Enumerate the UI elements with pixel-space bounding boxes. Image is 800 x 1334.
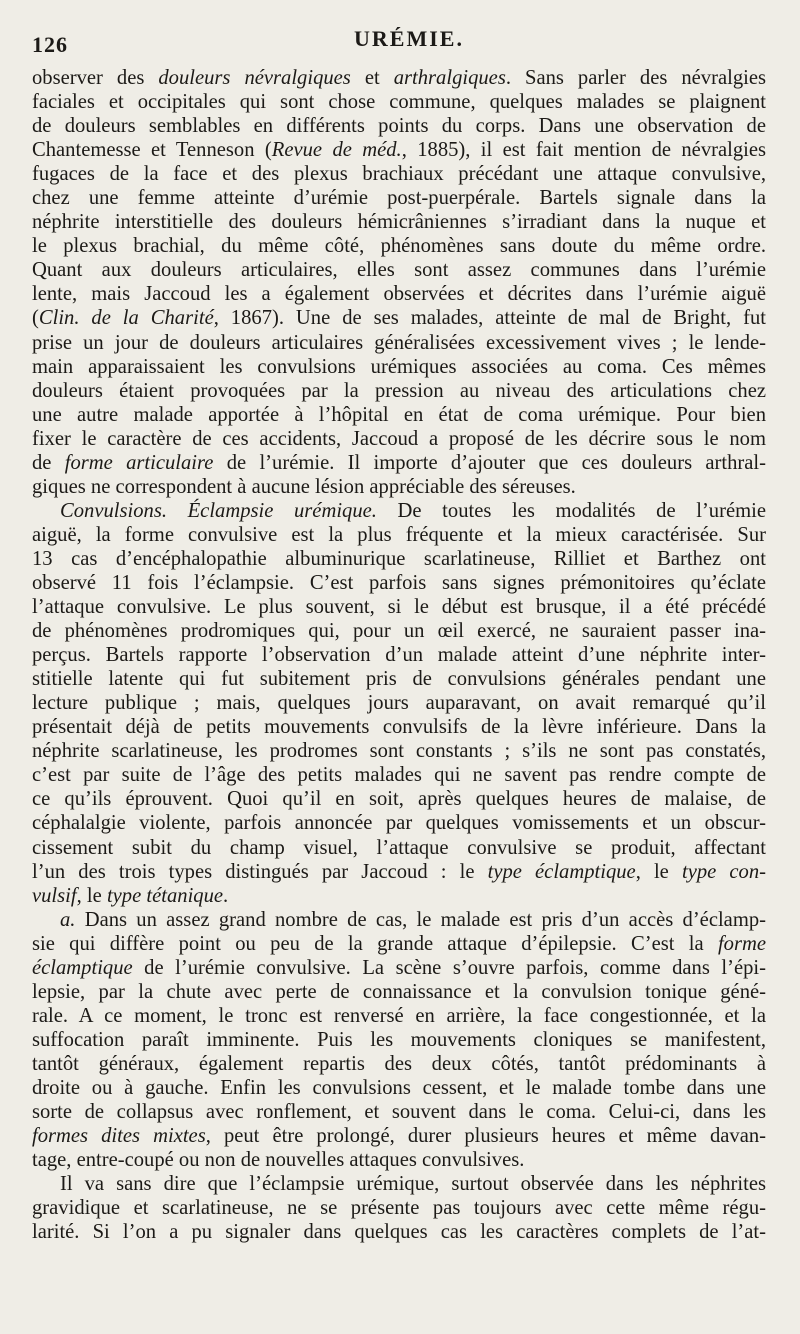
text-line	[32, 932, 766, 956]
text-segment: rale. A ce moment, le tronc est renversé en arrière, la face congestionnée, et la	[32, 1004, 766, 1027]
text-segment: aiguë, la forme convulsive est la plus fréquente et la mieux caractérisée. Sur	[32, 523, 766, 546]
text-line	[32, 571, 766, 595]
text-line	[32, 1076, 766, 1100]
running-title: URÉMIE.	[354, 26, 464, 51]
text-segment: , peut être prolongé, durer plusieurs heures et même davan-	[205, 1125, 766, 1148]
text-segment: néphrite scarlatineuse, les prodromes sont constants ; s’ils ne sont pas constatés,	[32, 740, 766, 763]
text-segment: (	[32, 307, 39, 330]
text-line	[32, 1100, 766, 1124]
text-line	[32, 980, 766, 1004]
text-line	[32, 258, 766, 282]
text-segment: l’un des trois types distingués par Jaccoud : le	[32, 860, 488, 883]
text-line	[32, 451, 766, 475]
text-segment: stitielle latente qui fut subitement pris de convulsions générales pendant une	[32, 668, 766, 691]
text-segment: douleurs étaient provoquées par la pression au niveau des articulations chez	[32, 379, 766, 402]
text-line	[32, 595, 766, 619]
text-line	[32, 427, 766, 451]
text-line	[32, 836, 766, 860]
text-line	[32, 667, 766, 691]
text-line	[32, 234, 766, 258]
text-segment: , le	[635, 860, 682, 883]
text-line	[32, 1028, 766, 1052]
text-segment: fugaces de la face et des plexus brachiaux précédant une attaque convulsive,	[32, 163, 766, 186]
text-segment: .	[223, 884, 229, 907]
text-line	[32, 90, 766, 114]
text-line	[32, 811, 766, 835]
text-segment: observé 11 fois l’éclampsie. C’est parfois sans signes prémonitoires qu’éclate	[32, 571, 766, 594]
text-segment: , 1885), il est fait mention de névralgies	[401, 139, 767, 162]
text-line	[32, 1004, 766, 1028]
text-segment: cissement subit du champ visuel, l’attaque convulsive se produit, affectant	[32, 836, 766, 859]
text-segment: droite ou à gauche. Enfin les convulsions cessent, et le malade tombe dans une	[32, 1076, 766, 1099]
text-segment: sorte de collapsus avec ronflement, et souvent dans le coma. Celui-ci, dans les	[32, 1101, 766, 1124]
page-header	[32, 26, 766, 66]
italic-text: Revue de méd.	[271, 139, 402, 162]
text-line	[32, 715, 766, 739]
text-segment: main apparaissaient les convulsions urémiques associées au coma. Ces mêmes	[32, 355, 766, 378]
text-segment: lecture publique ; mais, quelques jours auparavant, on avait remarqué qu’il	[32, 692, 766, 715]
text-segment: de phénomènes prodromiques qui, pour un œil exercé, ne sauraient passer ina-	[32, 620, 766, 643]
text-line	[32, 1220, 766, 1244]
italic-text: type con-	[681, 860, 766, 883]
text-segment: larité. Si l’on a pu signaler dans quelques cas les caractères complets de l’at-	[32, 1221, 766, 1244]
text-segment: de l’urémie convulsive. La scène s’ouvre parfois, comme dans l’épi-	[132, 956, 766, 979]
italic-text: type éclamptique	[487, 860, 636, 883]
text-line	[32, 331, 766, 355]
text-line	[32, 379, 766, 403]
text-segment: de	[32, 451, 65, 474]
text-segment: prise un jour de douleurs articulaires généralisées excessivement vives ; le lende-	[32, 331, 766, 354]
text-line	[32, 114, 766, 138]
text-line	[32, 282, 766, 306]
text-line	[32, 523, 766, 547]
text-segment: De toutes les modalités de l’urémie	[376, 499, 766, 522]
text-line	[32, 355, 766, 379]
text-line	[32, 306, 766, 330]
text-segment: fixer le caractère de ces accidents, Jaccoud a proposé de les décrire sous le nom	[32, 427, 766, 450]
text-segment: suffocation paraît imminente. Puis les mouvements cloniques se manifestent,	[32, 1028, 766, 1051]
text-segment: ce qu’ils éprouvent. Quoi qu’il en soit, après quelques heures de malaise, de	[32, 788, 766, 811]
text-segment: chez une femme atteinte d’urémie post-puerpérale. Bartels signale dans la	[32, 187, 766, 210]
text-line	[32, 1124, 766, 1148]
text-line	[32, 884, 766, 908]
text-line	[32, 186, 766, 210]
italic-text: douleurs névralgiques	[158, 67, 351, 89]
text-segment: faciales et occipitales qui sont chose commune, quelques malades se plaignent	[32, 91, 766, 114]
text-segment: Il va sans dire que l’éclampsie urémique, surtout observée dans les néphrites	[60, 1173, 766, 1196]
text-segment: . Sans parler des névralgies	[505, 67, 766, 89]
text-line	[32, 403, 766, 427]
text-segment: Chantemesse et Tenneson (	[32, 139, 272, 162]
italic-text: Convulsions. Éclampsie urémique.	[60, 499, 377, 522]
text-segment: perçus. Bartels rapporte l’observation d’un malade atteint d’une néphrite inter-	[32, 644, 766, 667]
text-line	[32, 739, 766, 763]
text-segment: , 1867). Une de ses malades, atteinte de mal de Bright, fut	[213, 307, 766, 330]
text-segment: lepsie, par la chute avec perte de connaissance et la convulsion tonique géné-	[32, 980, 766, 1003]
text-segment: tantôt généraux, également repartis des deux côtés, tantôt prédominants à	[32, 1052, 766, 1075]
text-line	[32, 138, 766, 162]
text-line	[32, 1172, 766, 1196]
text-segment: lente, mais Jaccoud les a également observées et décrites dans l’urémie aiguë	[32, 283, 766, 306]
text-segment: observer des	[32, 67, 159, 89]
text-segment: gravidique et scarlatineuse, ne se présente pas toujours avec cette même régu-	[32, 1197, 766, 1220]
text-line	[32, 763, 766, 787]
text-line	[32, 643, 766, 667]
text-segment: néphrite interstitielle des douleurs hémicrâniennes s’irradiant dans la nuque et	[32, 211, 766, 234]
italic-text: forme articulaire	[64, 451, 214, 474]
italic-text: formes dites mixtes	[32, 1125, 206, 1148]
text-line	[32, 1196, 766, 1220]
text-segment: tage, entre-coupé ou non de nouvelles attaques convulsives.	[32, 1149, 525, 1172]
text-line	[32, 499, 766, 523]
italic-text: éclamptique	[32, 956, 133, 979]
text-line	[32, 787, 766, 811]
text-segment: giques ne correspondent à aucune lésion appréciable des séreuses.	[32, 475, 576, 498]
text-line	[32, 956, 766, 980]
text-line	[32, 619, 766, 643]
text-segment: c’est par suite de l’âge des petits malades qui ne savent pas rendre compte de	[32, 764, 766, 787]
text-segment: et	[350, 67, 394, 89]
text-segment: une autre malade apportée à l’hôpital en état de coma urémique. Pour bien	[32, 403, 766, 426]
text-line	[32, 66, 766, 90]
text-line	[32, 908, 766, 932]
text-line	[32, 1148, 766, 1172]
text-segment: de douleurs semblables en différents points du corps. Dans une observation de	[32, 115, 766, 138]
text-line	[32, 691, 766, 715]
text-line	[32, 210, 766, 234]
text-segment: céphalalgie violente, parfois annoncée par quelques vomissements et un obscur-	[32, 812, 766, 835]
text-segment: l’attaque convulsive. Le plus souvent, si le début est brusque, il a été précédé	[32, 596, 766, 619]
text-line	[32, 547, 766, 571]
text-segment: le plexus brachial, du même côté, phénomènes sans doute du même ordre.	[32, 235, 766, 258]
italic-text: a.	[60, 908, 76, 931]
text-line	[32, 1052, 766, 1076]
italic-text: Clin. de la Charité	[38, 307, 214, 330]
body-text	[32, 66, 766, 1244]
text-line	[32, 475, 766, 499]
italic-text: vulsif	[32, 884, 77, 907]
text-segment: 13 cas d’encéphalopathie albuminurique scarlatineuse, Rilliet et Barthez ont	[32, 547, 766, 570]
italic-text: arthralgiques	[393, 67, 506, 89]
italic-text: type tétanique	[106, 884, 224, 907]
text-segment: présentait déjà de petits mouvements convulsifs de la lèvre inférieure. Dans la	[32, 716, 766, 739]
italic-text: forme	[717, 932, 766, 955]
text-line	[32, 860, 766, 884]
text-segment: de l’urémie. Il importe d’ajouter que ces douleurs arthral-	[213, 451, 766, 474]
text-segment: sie qui diffère point ou peu de la grande attaque d’épilepsie. C’est la	[32, 932, 718, 955]
text-segment: Quant aux douleurs articulaires, elles sont assez communes dans l’urémie	[32, 259, 766, 282]
text-segment: , le	[76, 884, 107, 907]
text-segment: Dans un assez grand nombre de cas, le malade est pris d’un accès d’éclamp-	[75, 908, 766, 931]
text-line	[32, 162, 766, 186]
page-number: 126	[32, 32, 68, 57]
